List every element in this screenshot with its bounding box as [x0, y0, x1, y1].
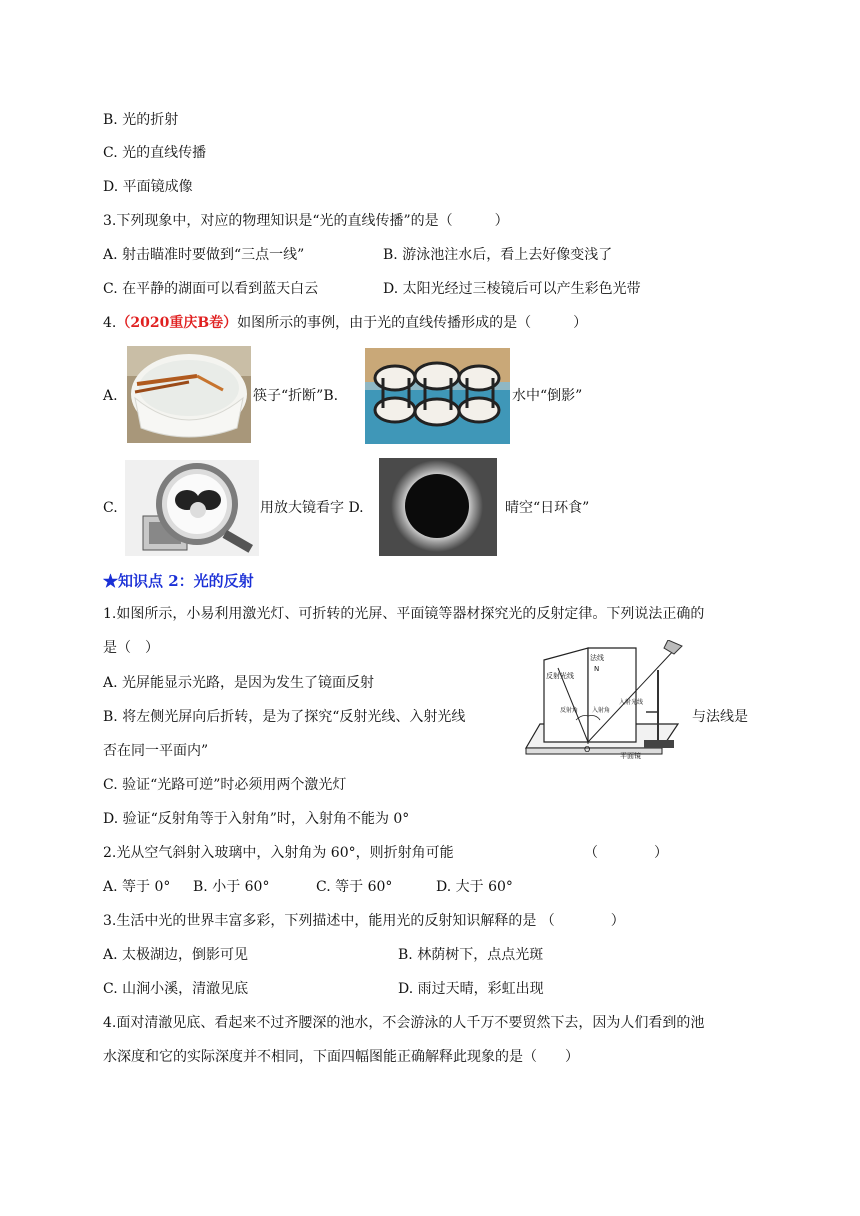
fig-mirror-label: 平面镜 [620, 752, 641, 760]
r4-stem-line2: 水深度和它的实际深度并不相同，下面四幅图能正确解释此现象的是（ ） [103, 1049, 579, 1065]
q4-c-caption: 用放大镜看字 D. [260, 500, 364, 516]
r3-stem: 3.生活中光的世界丰富多彩，下列描述中，能用光的反射知识解释的是 （ ） [103, 913, 625, 929]
q3-option-c: C. 在平静的湖面可以看到蓝天白云 [103, 281, 319, 297]
section-title: ★知识点 2：光的反射 [103, 572, 254, 590]
r2-option-a: A. 等于 0° [103, 879, 171, 895]
q4-c-letter: C. [103, 500, 118, 516]
fig-n-label: N [594, 665, 600, 673]
magnifier-image [125, 460, 259, 556]
zebra-reflection-image [365, 348, 510, 444]
reflection-experiment-figure [518, 640, 686, 762]
q3-stem: 3.下列现象中，对应的物理知识是“光的直线传播”的是（ ） [103, 213, 509, 229]
r1-stem-line2: 是（ ） [103, 640, 159, 656]
option-b: B. 光的折射 [103, 112, 179, 128]
chopsticks-bowl-image [127, 346, 251, 443]
r2-paren: （ ） [584, 845, 668, 861]
solar-eclipse-image [379, 458, 497, 556]
r3-option-d: D. 雨过天晴，彩虹出现 [398, 981, 544, 997]
q3-option-d: D. 太阳光经过三棱镜后可以产生彩色光带 [383, 281, 641, 297]
r1-option-c: C. 验证“光路可逆”时必须用两个激光灯 [103, 777, 347, 793]
q4-number: 4. [103, 315, 117, 331]
q4-a-letter: A. [103, 388, 118, 404]
fig-incident-label: 入射光线 [619, 699, 644, 706]
fig-o-label: O [584, 745, 591, 754]
option-c: C. 光的直线传播 [103, 145, 207, 161]
r3-option-b: B. 林荫树下，点点光斑 [398, 947, 544, 963]
r2-option-d: D. 大于 60° [436, 879, 513, 895]
r4-stem-line1: 4.面对清澈见底、看起来不过齐腰深的池水，不会游泳的人千万不要贸然下去，因为人们看到的池 [103, 1015, 705, 1031]
q3-option-b: B. 游泳池注水后，看上去好像变浅了 [383, 247, 613, 263]
r3-option-c: C. 山涧小溪，清澈见底 [103, 981, 249, 997]
r1-option-b-line2: 否在同一平面内” [103, 743, 209, 759]
r1-stem-line1: 1.如图所示，小易利用激光灯、可折转的光屏、平面镜等器材探究光的反射定律。下列说法正确的 [103, 606, 705, 622]
r2-stem: 2.光从空气斜射入玻璃中，入射角为 60°，则折射角可能 [103, 845, 454, 861]
r1-option-b-line1: B. 将左侧光屏向后折转，是为了探究“反射光线、入射光线 [103, 709, 466, 725]
fig-reflect-angle-label: 反射角 [560, 707, 579, 714]
fig-normal-label: 法线 [590, 654, 604, 662]
q4-b-caption: 水中“倒影” [512, 388, 583, 404]
q3-option-a: A. 射击瞄准时要做到“三点一线” [103, 247, 305, 263]
r1-option-b-tail: 与法线是 [692, 709, 748, 725]
r2-option-b: B. 小于 60° [193, 879, 270, 895]
r3-option-a: A. 太极湖边，倒影可见 [103, 947, 249, 963]
r1-option-d: D. 验证“反射角等于入射角”时，入射角不能为 0° [103, 811, 410, 827]
fig-incident-angle-label: 入射角 [592, 707, 611, 714]
q4-a-caption: 筷子“折断”B. [253, 388, 339, 404]
q4-source: （2020重庆B卷） [116, 315, 238, 331]
q4-stem: 如图所示的事例，由于光的直线传播形成的是（ ） [237, 315, 588, 331]
r2-option-c: C. 等于 60° [316, 879, 393, 895]
q4-stem-line [103, 313, 587, 333]
option-d: D. 平面镜成像 [103, 179, 193, 195]
r1-option-a: A. 光屏能显示光路，是因为发生了镜面反射 [103, 675, 375, 691]
fig-reflected-label: 反射光线 [546, 672, 574, 680]
q4-d-caption: 晴空“日环食” [505, 500, 590, 516]
